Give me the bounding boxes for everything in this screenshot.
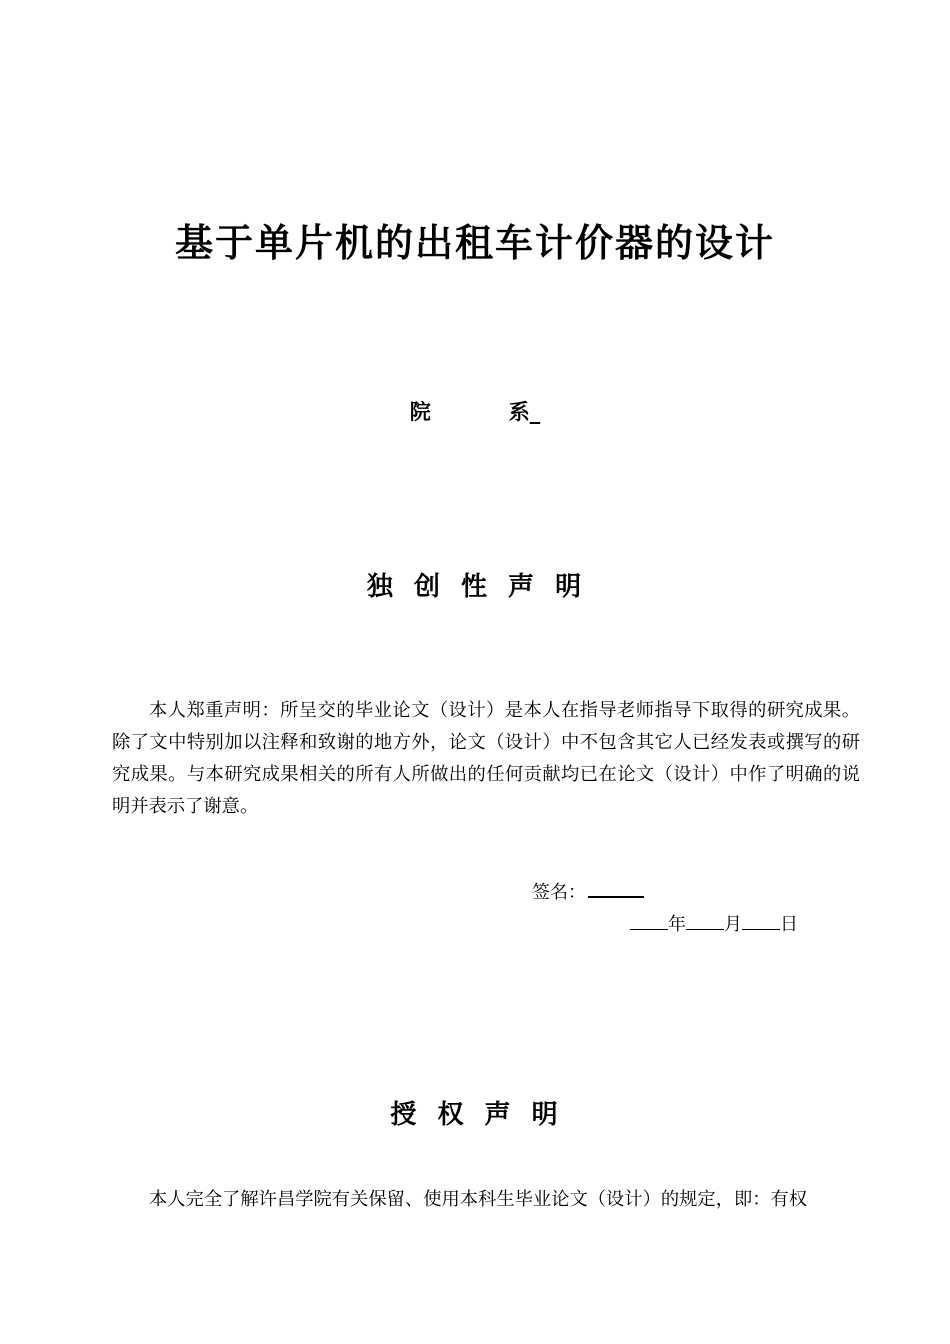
date-month-label: 月: [724, 914, 742, 935]
department-line: [0, 396, 950, 426]
dept-underscore: _: [529, 400, 541, 424]
dept-label-department: 系: [508, 400, 530, 424]
signature-blank: [588, 881, 644, 898]
authorization-heading: 授 权 声 明: [390, 1100, 560, 1130]
originality-body: 本人郑重声明：所呈交的毕业论文（设计）是本人在指导老师指导下取得的研究成果。除了文中特别加以注释和致谢的地方外，论文（设计）中不包含其它人已经发表或撰写的研究成果。与本研究成果相关的所有人所做出的任何贡献均已在论文（设计）中作了明确的说明并表示了谢意。: [112, 700, 860, 817]
day-blank: [742, 914, 780, 930]
signature-line: [532, 878, 644, 904]
authorization-body: 本人完全了解许昌学院有关保留、使用本科生毕业论文（设计）的规定，即：有权: [149, 1189, 808, 1210]
date-line: [630, 910, 798, 936]
month-blank: [686, 914, 724, 930]
thesis-title: 基于单片机的出租车计价器的设计: [174, 220, 775, 265]
date-day-label: 日: [780, 914, 798, 935]
date-year-label: 年: [668, 914, 686, 935]
signature-label: 签名：: [532, 882, 586, 903]
dept-label-college: 院: [409, 400, 431, 424]
year-blank: [630, 914, 668, 930]
originality-heading: 独 创 性 声 明: [366, 572, 584, 602]
